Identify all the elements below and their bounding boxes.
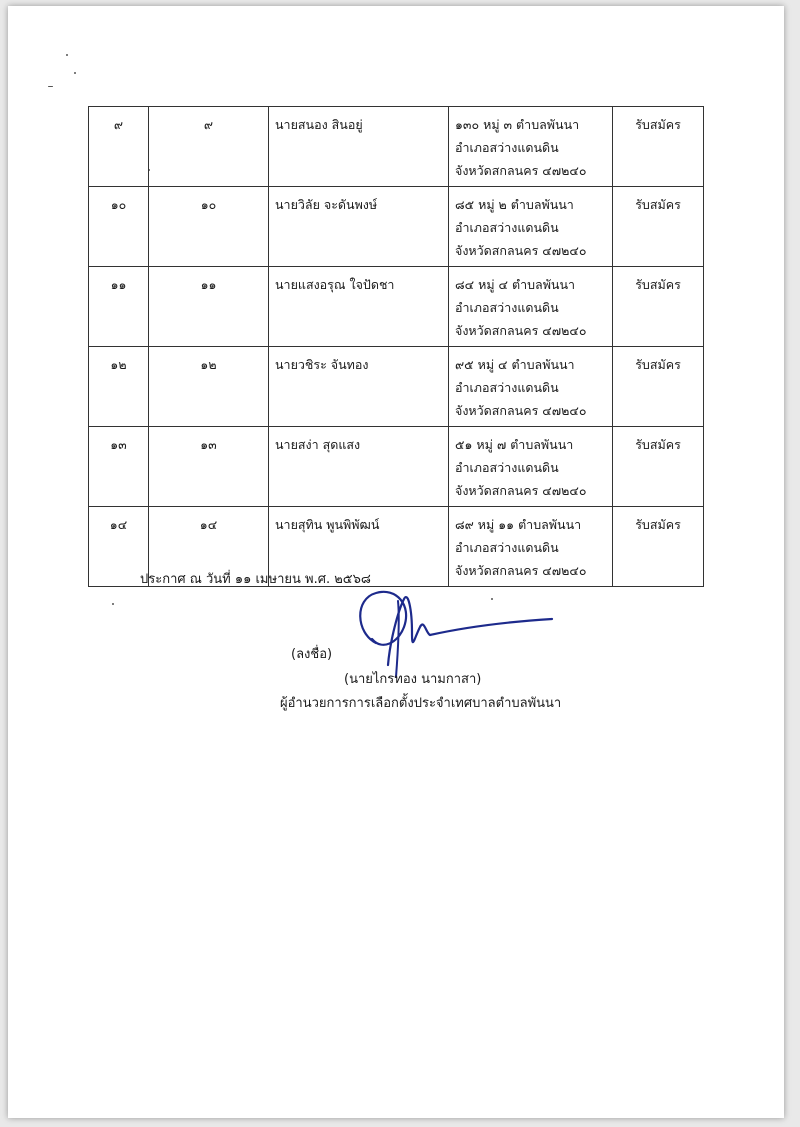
candidate-address-cell bbox=[449, 507, 613, 587]
candidate-number-cell: ๑๓ bbox=[149, 427, 269, 507]
address-line: ๙๕ หมู่ ๔ ตำบลพันนา bbox=[455, 357, 575, 372]
address-line: ๘๔ หมู่ ๔ ตำบลพันนา bbox=[455, 277, 576, 292]
candidate-status-cell: รับสมัคร bbox=[613, 427, 704, 507]
table-row bbox=[89, 107, 704, 187]
candidate-name-cell: นายสุทิน พูนพิพัฒน์ bbox=[269, 507, 449, 587]
row-index-cell: ๑๑ bbox=[89, 267, 149, 347]
address-line: ๘๕ หมู่ ๒ ตำบลพันนา bbox=[455, 197, 574, 212]
row-index-cell: ๑๐ bbox=[89, 187, 149, 267]
candidate-status-cell: รับสมัคร bbox=[613, 347, 704, 427]
table-row bbox=[89, 267, 704, 347]
announcement-date: ประกาศ ณ วันที่ ๑๑ เมษายน พ.ศ. ๒๕๖๘ bbox=[140, 572, 371, 587]
address-line: จังหวัดสกลนคร ๔๗๒๔๐ bbox=[455, 483, 587, 498]
signer-name: (นายไกรทอง นามกาสา) bbox=[344, 672, 482, 687]
address-line: จังหวัดสกลนคร ๔๗๒๔๐ bbox=[455, 563, 587, 578]
address-line: อำเภอสว่างแดนดิน bbox=[455, 300, 559, 315]
candidate-name-cell: นายสง่า สุดแสง bbox=[269, 427, 449, 507]
address-line: จังหวัดสกลนคร ๔๗๒๔๐ bbox=[455, 163, 587, 178]
scan-speck bbox=[48, 86, 53, 87]
address-line: ๑๓๐ หมู่ ๓ ตำบลพันนา bbox=[455, 117, 580, 132]
address-line: ๘๙ หมู่ ๑๑ ตำบลพันนา bbox=[455, 517, 582, 532]
address-line: อำเภอสว่างแดนดิน bbox=[455, 540, 559, 555]
candidate-number-cell: ๑๑ bbox=[149, 267, 269, 347]
row-index-cell: ๑๔ bbox=[89, 507, 149, 587]
candidate-number-cell: ๑๔ bbox=[149, 507, 269, 587]
scan-speck bbox=[112, 603, 114, 605]
scan-speck bbox=[66, 54, 68, 56]
candidate-address-cell bbox=[449, 187, 613, 267]
document-page bbox=[8, 6, 784, 1118]
candidate-status-cell: รับสมัคร bbox=[613, 267, 704, 347]
candidate-status-cell: รับสมัคร bbox=[613, 507, 704, 587]
table-row bbox=[89, 427, 704, 507]
candidate-name-cell: นายวชิระ จันทอง bbox=[269, 347, 449, 427]
candidate-name-cell: นายวิลัย จะดันพงษ์ bbox=[269, 187, 449, 267]
address-line: จังหวัดสกลนคร ๔๗๒๔๐ bbox=[455, 403, 587, 418]
candidate-table-body bbox=[89, 107, 704, 587]
candidate-address-cell bbox=[449, 267, 613, 347]
candidate-address-cell bbox=[449, 427, 613, 507]
table-row bbox=[89, 187, 704, 267]
candidate-address-cell bbox=[449, 347, 613, 427]
address-line: จังหวัดสกลนคร ๔๗๒๔๐ bbox=[455, 243, 587, 258]
address-line: อำเภอสว่างแดนดิน bbox=[455, 380, 559, 395]
candidate-table bbox=[88, 106, 704, 587]
address-line: อำเภอสว่างแดนดิน bbox=[455, 140, 559, 155]
address-line: อำเภอสว่างแดนดิน bbox=[455, 220, 559, 235]
candidate-number-cell: ๑๒ bbox=[149, 347, 269, 427]
candidate-name-cell: นายสนอง สินอยู่ bbox=[269, 107, 449, 187]
scan-speck bbox=[74, 72, 76, 74]
row-index-cell: ๑๒ bbox=[89, 347, 149, 427]
address-line: ๕๑ หมู่ ๗ ตำบลพันนา bbox=[455, 437, 574, 452]
address-line: อำเภอสว่างแดนดิน bbox=[455, 460, 559, 475]
address-line: จังหวัดสกลนคร ๔๗๒๔๐ bbox=[455, 323, 587, 338]
row-index-cell: ๑๓ bbox=[89, 427, 149, 507]
candidate-name-cell: นายแสงอรุณ ใจปัดชา bbox=[269, 267, 449, 347]
candidate-number-cell: ๑๐ bbox=[149, 187, 269, 267]
candidate-status-cell: รับสมัคร bbox=[613, 107, 704, 187]
signer-title: ผู้อำนวยการการเลือกตั้งประจำเทศบาลตำบลพันนา bbox=[280, 696, 562, 711]
candidate-number-cell: ๙ bbox=[149, 107, 269, 187]
row-index-cell: ๙ bbox=[89, 107, 149, 187]
candidate-address-cell bbox=[449, 107, 613, 187]
table-row bbox=[89, 347, 704, 427]
signature-label: (ลงชื่อ) bbox=[291, 647, 333, 662]
candidate-status-cell: รับสมัคร bbox=[613, 187, 704, 267]
